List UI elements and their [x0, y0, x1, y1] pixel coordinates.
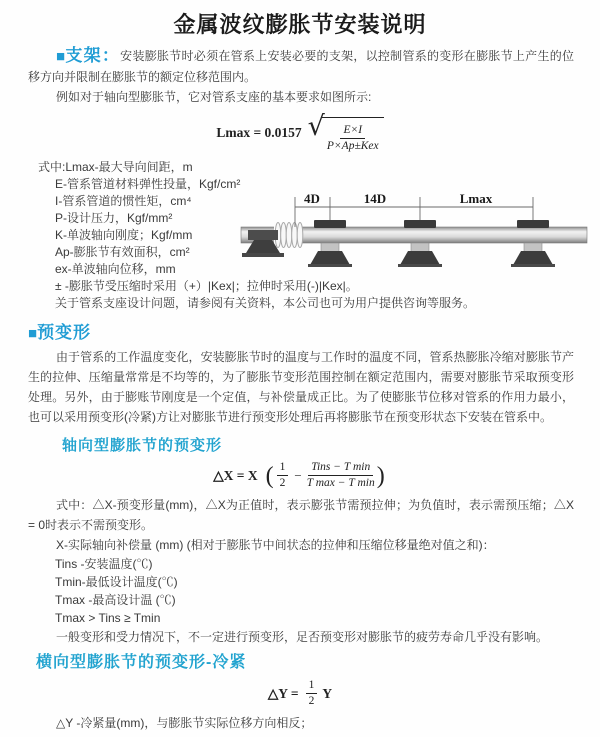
lateral-coldtight-formula — [0, 679, 600, 708]
predeform-section-heading — [28, 323, 574, 344]
support-heading-label: 支架： — [65, 46, 121, 65]
definition-item: ± -膨胀节受压缩时采用（+）|Kex|；拉伸时采用(-)|Kex|。 — [55, 279, 358, 293]
section-square-icon: ■ — [56, 48, 66, 65]
definition-item: K-单波轴向刚度；Kgf/mm — [55, 228, 193, 242]
bellows-icon — [274, 222, 303, 248]
definition-item: 关于管系支座设计问题，请参阅有关资料，本公司也可为用户提供咨询等服务。 — [55, 296, 476, 310]
temperature-definition: Tmin-最低设计温度(℃) — [55, 575, 178, 589]
axial-predeform-formula — [0, 461, 600, 490]
x-definition-line: X-实际轴向补偿量 (mm) (相对于膨胀节中间状态的拉伸和压缩位移量绝对值之和)： — [56, 538, 495, 552]
sqrt-radical — [308, 112, 384, 153]
temperature-definitions-list — [0, 555, 600, 627]
lateral-subsection-heading: 横向型膨胀节的预变形-冷紧 — [36, 654, 247, 671]
fraction-numerator: 1 — [277, 461, 289, 476]
fraction-denominator: 2 — [279, 477, 286, 489]
dim-label-14d: 14D — [363, 191, 387, 206]
axial-formula-lhs: △X = X — [213, 467, 258, 483]
temperature-definition: Tmax -最高设计温 (℃) — [55, 593, 176, 607]
support-example-line: 例如对于轴向型膨胀节，它对管系支座的基本要求如图所示: — [56, 90, 372, 104]
lateral-formula-rhs: Y — [322, 685, 333, 701]
predeform-paragraph: 由于管系的工作温度变化，安装膨胀节时的温度与工作时的温度不同，管系热膨胀冷缩对膨胀节产生的拉伸、压缩量常常是不均等的，为了膨胀节变形范围控制在额定范围内，需要对膨胀节采取预变形处理。另外，由于膨账节刚度是一个定值，与补偿量成正比。为了使膨胀节位移对管系的作用力最小，也可以采用预变形(冷紧)方让对膨胀节进行预变形处理后再将膨胀节在预变形状态下安装在管系中。 — [28, 350, 574, 424]
predeform-heading-label: 预变形 — [37, 323, 92, 342]
lateral-formula-lhs: △Y = — [267, 685, 299, 701]
definition-item: Ap-膨胀节有效面积，cm² — [55, 245, 190, 259]
guide-support-icon — [511, 220, 555, 267]
support-intro-text: 安装膨胀节时必须在管系上安装必要的支架，以控制管系的变形在膨胀节上产生的位移方向并限制在膨胀节的额定位移范围内。 — [28, 49, 575, 84]
definition-item: ex-单波轴向位移，mm — [55, 262, 176, 276]
definition-item: 式中:Lmax-最大导向间距，m — [38, 160, 193, 174]
temperature-fraction — [307, 461, 375, 490]
lmax-formula — [0, 112, 600, 153]
section-square-icon: ■ — [28, 325, 38, 342]
definition-item: P-设计压力，Kgf/mm² — [55, 211, 173, 225]
pipe-support-spacing-diagram — [239, 190, 594, 285]
fraction-denominator: T max − T min — [306, 477, 375, 489]
lateral-note-line: △Y -冷紧量(mm)，与膨胀节实际位移方向相反； — [56, 716, 313, 730]
axial-note-line: 一般变形和受力情况下，不一定进行预变形，足否预变形对膨胀节的疲劳寿命几乎没有影响。 — [56, 630, 549, 644]
sqrt-symbol-icon: √ — [307, 111, 325, 142]
definition-item: I-管系管道的惯性矩，cm⁴ — [55, 194, 192, 208]
sqrt-denominator: P×Ap±Kex — [326, 140, 379, 152]
axial-formula-explanation: 式中：△X-预变形量(mm)，△X为正值时，表示膨张节需预拉伸；为负值时，表示需预压缩；△X = 0时表示不需预变形。 — [28, 498, 574, 532]
dim-label-lmax: Lmax — [459, 191, 493, 206]
guide-support-icon — [398, 220, 442, 267]
page-title: 金属波纹膨胀节安装说明 — [173, 12, 427, 37]
support-intro-paragraph — [28, 46, 574, 87]
fraction-numerator: Tins − T min — [308, 461, 373, 476]
support-section-heading — [56, 46, 120, 65]
open-paren: ( — [265, 462, 274, 489]
lmax-formula-lhs: Lmax = 0.0157 — [216, 124, 302, 140]
guide-support-icon — [308, 220, 352, 267]
one-half-fraction — [277, 461, 289, 490]
definition-item: E-管系管道材料弹性投量，Kgf/cm² — [55, 177, 241, 191]
fraction-numerator: 1 — [306, 679, 318, 694]
sqrt-numerator: E×I — [340, 124, 365, 139]
axial-subsection-heading: 轴向型膨胀节的预变形 — [62, 437, 223, 454]
dim-label-4d: 4D — [304, 191, 320, 206]
fraction-denominator: 2 — [308, 695, 315, 707]
temperature-definition: Tmax > Tins ≥ Tmin — [55, 611, 161, 625]
close-paren: ) — [376, 462, 385, 489]
minus-sign: − — [294, 467, 302, 483]
one-half-fraction — [306, 679, 318, 708]
temperature-definition: Tins -安装温度(℃) — [55, 557, 153, 571]
